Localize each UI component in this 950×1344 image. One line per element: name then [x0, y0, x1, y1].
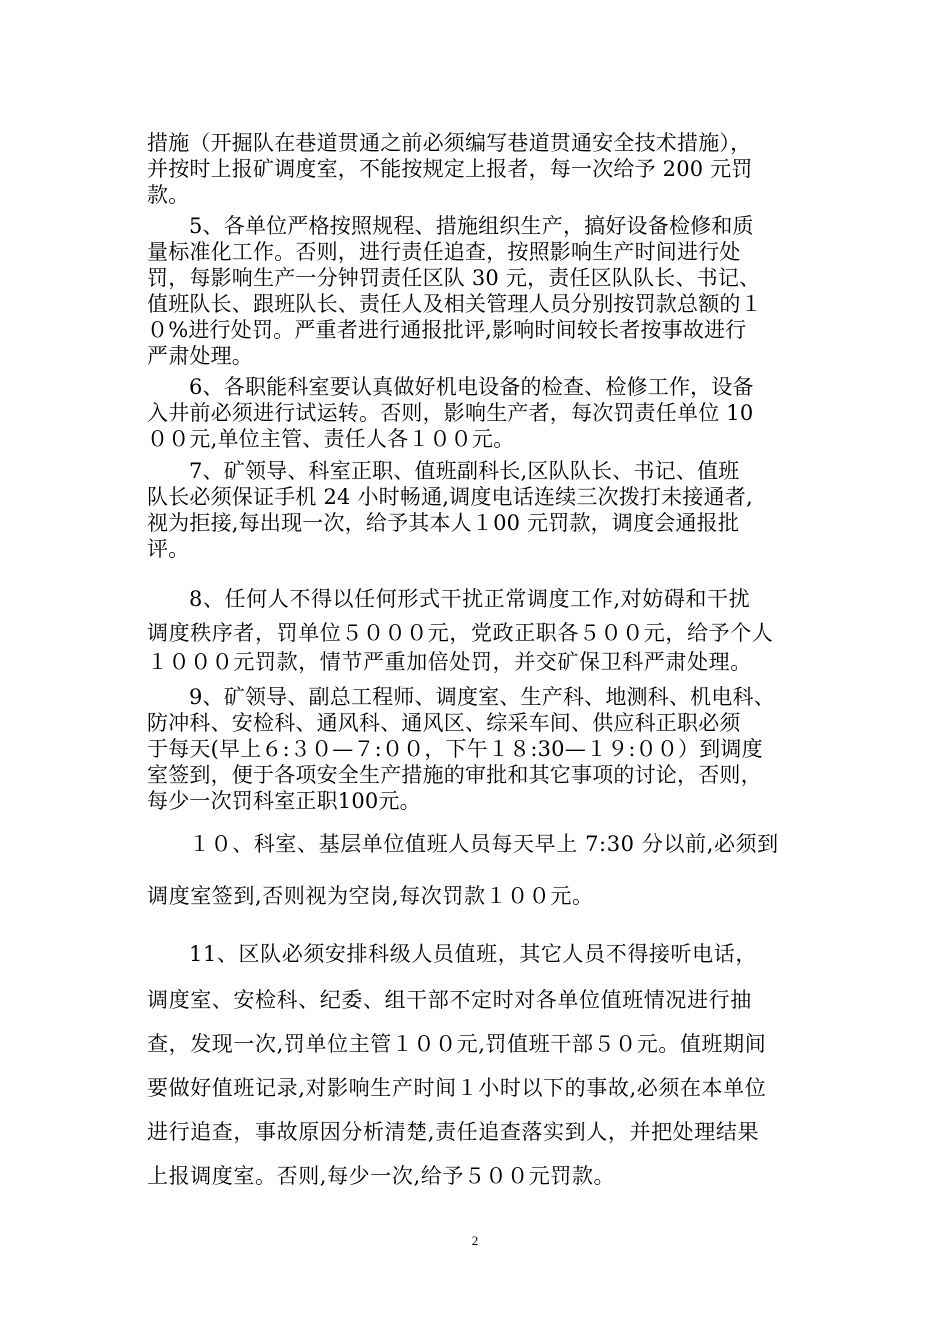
item-9-line-1: 9、矿领导、副总工程师、调度室、生产科、地测科、机电科、 — [189, 685, 775, 709]
item-5-line-2: 量标准化工作。否则，进行责任追查，按照影响生产时间进行处 — [147, 240, 741, 264]
item-6-line-1: 6、各职能科室要认真做好机电设备的检查、检修工作，设备 — [189, 375, 754, 399]
item-9-line-4: 室签到，便于各项安全生产措施的审批和其它事项的讨论，否则， — [147, 763, 762, 787]
item-7-line-1: 7、矿领导、科室正职、值班副科长,区队队长、书记、值班 — [189, 459, 740, 483]
page-number: 2 — [471, 1233, 479, 1248]
paragraph-cont-line-2: 并按时上报矿调度室，不能按规定上报者，每一次给予 200 元罚 — [147, 157, 753, 181]
item-5-line-5: ０%进行处罚。严重者进行通报批评,影响时间较长者按事故进行 — [147, 318, 747, 342]
item-7-line-2: 队长必须保证手机 24 小时畅通,调度电话连续三次拨打未接通者, — [147, 485, 753, 509]
item-8-line-1: 8、任何人不得以任何形式干扰正常调度工作,对妨碍和干扰 — [189, 587, 751, 611]
item-11-line-4: 要做好值班记录,对影响生产时间１小时以下的事故,必须在本单位 — [147, 1076, 767, 1100]
item-5-line-6: 严肃处理。 — [147, 344, 253, 368]
item-10-line-1: １０、科室、基层单位值班人员每天早上 7:30 分以前,必须到 — [189, 832, 779, 856]
item-5-line-1: 5、各单位严格按照规程、措施组织生产，搞好设备检修和质 — [189, 214, 754, 238]
item-9-line-3: 于每天(早上６:３０—７:００，下午１８:30—１９:００）到调度 — [147, 737, 763, 761]
item-6-line-2: 入井前必须进行试运转。否则，影响生产者，每次罚责任单位 10 — [147, 401, 754, 425]
item-10-line-2: 调度室签到,否则视为空岗,每次罚款１００元。 — [147, 884, 594, 908]
paragraph-cont-line-1: 措施（开掘队在巷道贯通之前必须编写巷道贯通安全技术措施）， — [147, 131, 752, 155]
item-7-line-4: 评。 — [147, 537, 190, 561]
item-9-line-2: 防冲科、安检科、通风科、通风区、综采车间、供应科正职必须 — [147, 711, 741, 735]
item-11-line-3: 查，发现一次,罚单位主管１００元,罚值班干部５０元。值班期间 — [147, 1032, 767, 1056]
item-11-line-5: 进行追查，事故原因分析清楚,责任追查落实到人，并把处理结果 — [147, 1120, 760, 1144]
paragraph-cont-line-3: 款。 — [147, 183, 190, 207]
item-5-line-4: 值班队长、跟班队长、责任人及相关管理人员分别按罚款总额的１ — [147, 292, 762, 316]
item-5-line-3: 罚，每影响生产一分钟罚责任区队 30 元，责任区队队长、书记、 — [147, 266, 761, 290]
item-7-line-3: 视为拒接,每出现一次，给予其本人１00 元罚款，调度会通报批 — [147, 511, 740, 535]
item-11-line-6: 上报调度室。否则,每少一次,给予５００元罚款。 — [147, 1164, 616, 1188]
item-11-line-2: 调度室、安检科、纪委、组干部不定时对各单位值班情况进行抽 — [147, 988, 752, 1012]
item-11-line-1: 11、区队必须安排科级人员值班，其它人员不得接听电话， — [189, 942, 757, 966]
item-6-line-3: ００元,单位主管、责任人各１００元。 — [147, 427, 515, 451]
item-8-line-2: 调度秩序者，罚单位５０００元，党政正职各５００元，给予个人 — [147, 621, 774, 645]
item-9-line-5: 每少一次罚科室正职100元。 — [147, 789, 421, 813]
item-8-line-3: １０００元罚款，情节严重加倍处罚，并交矿保卫科严肃处理。 — [147, 650, 752, 674]
